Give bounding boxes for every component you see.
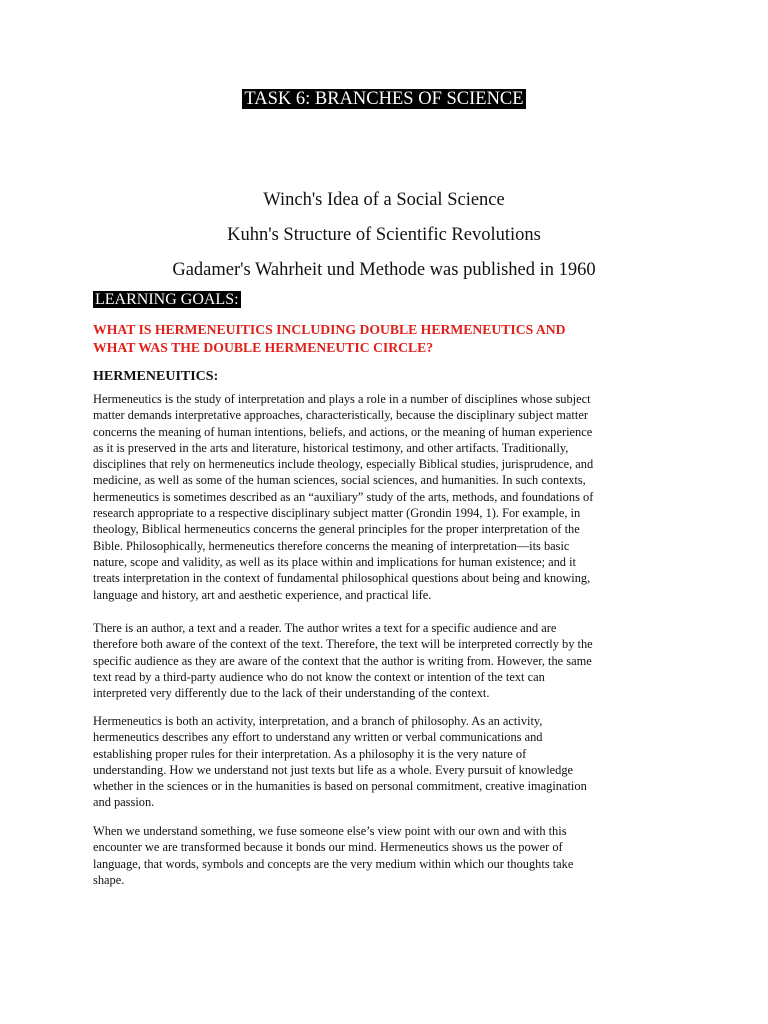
text-line: theology, Biblical hermeneutics concerns the general principles for the proper interpretation of the	[93, 522, 580, 537]
text-line: and passion.	[93, 795, 155, 810]
text-line: When we understand something, we fuse someone else’s view point with our own and with this	[93, 824, 567, 838]
text-line: as it is preserved in the arts and literature, historical testimony, and other artifacts. Traditionally,	[93, 440, 569, 455]
paragraph-3	[93, 713, 683, 811]
paragraph-1	[93, 391, 683, 603]
text-line: Hermeneutics is both an activity, interpretation, and a branch of philosophy. As an activity,	[93, 714, 543, 728]
subtitle-kuhn: Kuhn's Structure of Scientific Revolutions	[227, 225, 541, 245]
text-line: There is an author, a text and a reader. The author writes a text for a specific audience and are	[93, 621, 557, 635]
text-line: interpreted very differently due to the lack of their understanding of the context.	[93, 686, 490, 701]
text-line: therefore both aware of the context of the text. Therefore, the text will be interpreted correctly by the	[93, 637, 593, 652]
text-line: research appropriate to a respective disciplinary subject matter (Grondin 1994, 1). For example, in	[93, 506, 581, 521]
text-line: Bible. Philosophically, hermeneutics therefore concerns the meaning of interpretation—its basic	[93, 538, 570, 553]
text-line: concerns the meaning of human intentions, beliefs, and actions, or the meaning of human experience	[93, 424, 593, 439]
text-line: encounter we are transformed because it bonds our mind. Hermeneutics shows us the power of	[93, 840, 563, 855]
paragraph-2	[93, 620, 683, 701]
text-line: hermeneutics describes any effort to understand any written or verbal communications and	[93, 730, 543, 745]
text-line: Hermeneutics is the study of interpretation and plays a role in a number of disciplines whose subject	[93, 392, 591, 406]
subtitle-gadamer: Gadamer's Wahrheit und Methode was published in 1960	[172, 260, 596, 280]
text-line: specific audience as they are aware of the context that the author is writing from. However, the same	[93, 653, 592, 668]
learning-goals-text: LEARNING GOALS:	[95, 291, 239, 308]
text-line: shape.	[93, 872, 125, 887]
learning-goals-label	[93, 290, 241, 310]
text-line: language and history, art and aesthetic experience, and practical life.	[93, 587, 432, 602]
text-line: language, that words, symbols and concepts are the very medium within which our thoughts take	[93, 856, 574, 871]
text-line: whether in the sciences or in the humanities is based on personal commitment, creative imagination	[93, 779, 587, 794]
text-line: text read by a third-party audience who do not know the context or intention of the text can	[93, 669, 545, 684]
text-line: medicine, as well as some of the human sciences, social sciences, and humanities. In such contexts,	[93, 473, 586, 488]
subtitle-winch: Winch's Idea of a Social Science	[263, 190, 505, 210]
text-line: matter demands interpretative approaches, characteristically, because the disciplinary subject matter	[93, 408, 588, 423]
text-line: understanding. How we understand not just texts but life as a whole. Every pursuit of knowledge	[93, 762, 574, 777]
question-line: WHAT WAS THE DOUBLE HERMENEUTIC CIRCLE?	[93, 340, 434, 355]
learning-goal-question	[93, 321, 653, 357]
text-line: nature, scope and validity, as well as its place within and implications for human existence; and it	[93, 554, 576, 569]
text-line: disciplines that rely on hermeneutics include theology, especially Biblical studies, jurisprudence, and	[93, 457, 594, 472]
text-line: hermeneutics is sometimes described as an “auxiliary” study of the arts, methods, and foundations of	[93, 489, 594, 504]
text-line: establishing proper rules for their interpretation. As a philosophy it is the very nature of	[93, 746, 527, 761]
task-title	[0, 88, 768, 110]
text-line: treats interpretation in the context of fundamental philosophical questions about being and knowing,	[93, 571, 591, 586]
question-line: WHAT IS HERMENEUITICS INCLUDING DOUBLE HERMENEUTICS AND	[93, 322, 566, 337]
task-title-text: TASK 6: BRANCHES OF SCIENCE	[244, 89, 524, 109]
section-heading: HERMENEUITICS:	[93, 369, 219, 384]
paragraph-4	[93, 823, 683, 888]
